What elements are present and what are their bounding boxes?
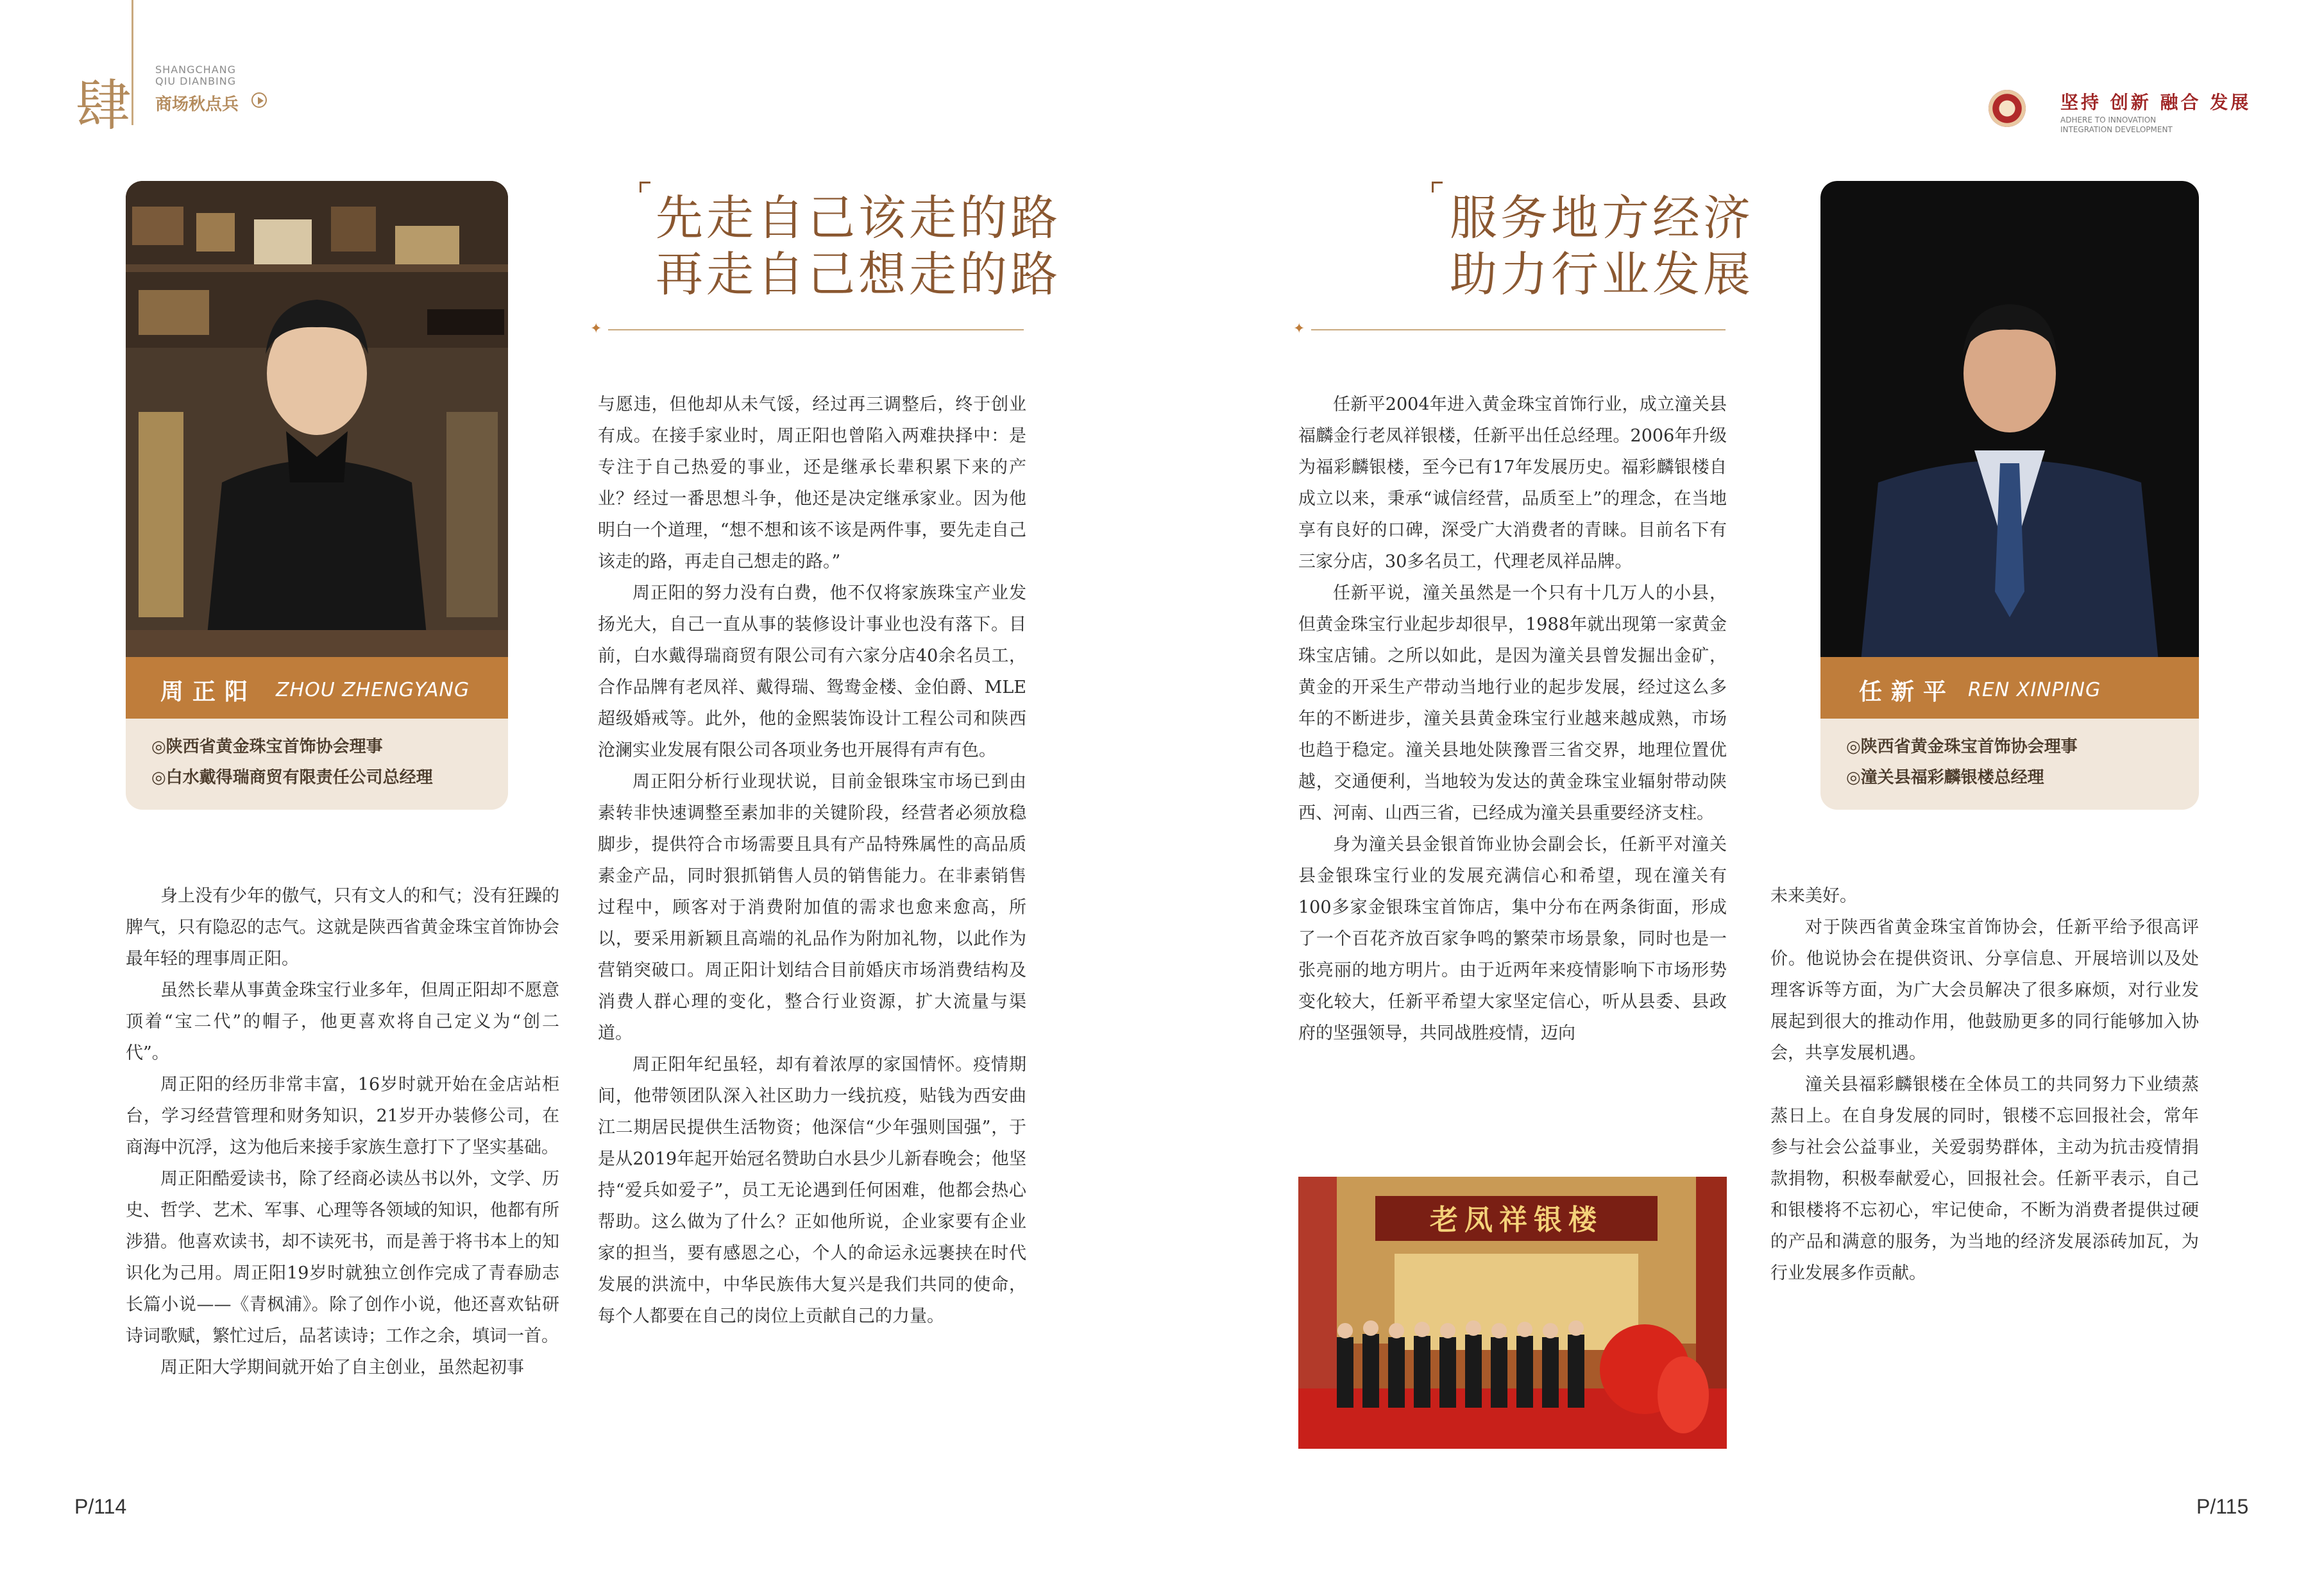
role-item: ◎陕西省黄金珠宝首饰协会理事 [1846,737,2078,756]
paragraph: 周正阳大学期间就开始了自主创业，虽然起初事 [160,1358,524,1378]
header-divider [131,0,133,125]
name-banner [1820,657,2199,719]
section-name: 商场秋点兵 [155,95,239,114]
text-column [1770,880,2199,1289]
star-ornament: ✦ [1293,321,1305,337]
paragraph: 任新平2004年进入黄金珠宝首饰行业，成立潼关县福麟金行老凤祥银楼，任新平出任总经理。2006年升级为福彩麟银楼，至今已有17年发展历史。福彩麟银楼自成立以来，秉承“诚信经营，品质至上”的理念，在当地享有良好的口碑，深受广大消费者的青睐。目前名下有三家分店，30多名员工，代理老凤祥品牌。 [1298,395,1727,572]
store-opening-photo [1298,1177,1727,1449]
title-line: 再走自己想走的路 [656,247,1061,302]
profile-card-zhou [126,181,508,810]
role-item: ◎陕西省黄金珠宝首饰协会理事 [151,737,383,756]
association-logo [1989,90,2026,127]
slogan: 坚持 创新 融合 发展 [2060,92,2252,113]
role-list [151,731,433,793]
title-corner-mark [1432,182,1443,192]
store-sign: 老凤祥银楼 [1430,1204,1603,1236]
portrait-photo [126,181,508,681]
text-column [598,389,1026,1332]
role-item: ◎潼关县福彩麟银楼总经理 [1846,768,2044,787]
role-item: ◎白水戴得瑞商贸有限责任公司总经理 [151,768,433,787]
title-rule [1311,329,1726,330]
page-number: P/115 [2196,1495,2249,1518]
slogan-en: ADHERE TO INNOVATION INTEGRATION DEVELOPMENT [2060,115,2173,134]
person-name-en: ZHOU ZHENGYANG [276,679,470,701]
person-name-en: REN XINPING [1968,679,2101,701]
play-circle-icon [251,92,267,108]
paragraph: 未来美好。 [1770,886,1857,906]
paragraph: 任新平说，潼关虽然是一个只有十几万人的小县，但黄金珠宝行业起步却很早，1988年就出现第一家黄金珠宝店铺。之所以如此，是因为潼关县曾发掘出金矿，黄金的开采生产带动当地行业的起步发展，经过这么多年的不断进步，潼关县黄金珠宝行业越来越成熟，市场也趋于稳定。潼关县地处陕豫晋三省交界，地理位置优越，交通便利，当地较为发达的黄金珠宝业辐射带动陕西、河南、山西三省，已经成为潼关县重要经济支柱。 [1298,583,1727,823]
star-ornament: ✦ [590,321,602,337]
person-name: 周正阳 [160,678,257,705]
role-list [1846,731,2078,793]
name-banner [126,657,508,719]
title-line: 助力行业发展 [1450,247,1754,302]
text-column [126,880,559,1383]
title-line: 服务地方经济 [1450,191,1754,246]
title-rule [608,329,1024,330]
paragraph: 对于陕西省黄金珠宝首饰协会，任新平给予很高评价。他说协会在提供资讯、分享信息、开展培训以及处理客诉等方面，为广大会员解决了很多麻烦，对行业发展起到很大的推动作用，他鼓励更多的同行能够加入协会，共享发展机遇。 [1770,918,2199,1063]
person-name: 任新平 [1859,678,1956,705]
portrait-photo [1820,181,2199,681]
section-name-en: SHANGCHANG QIU DIANBING [155,64,237,87]
article-title [1450,190,1754,303]
paragraph: 潼关县福彩麟银楼在全体员工的共同努力下业绩蒸蒸日上。在自身发展的同时，银楼不忘回报社会，常年参与社会公益事业，关爱弱势群体，主动为抗击疫情捐款捐物，积极奉献爱心，回报社会。任新平表示，自己和银楼将不忘初心，牢记使命，不断为消费者提供过硬的产品和满意的服务，为当地的经济发展添砖加瓦，为行业发展多作贡献。 [1770,1075,2199,1283]
profile-card-ren [1820,181,2199,810]
paragraph: 周正阳分析行业现状说，目前金银珠宝市场已到由素转非快速调整至素加非的关键阶段，经营者必须放稳脚步，提供符合市场需要且具有产品特殊属性的高品质素金产品，同时狠抓销售人员的销售能力。在非素销售过程中，顾客对于消费附加值的需求也愈来愈高，所以，要采用新颖且高端的礼品作为附加礼物，以此作为营销突破口。周正阳计划结合目前婚庆市场消费结构及消费人群心理的变化，整合行业资源，扩大流量与渠道。 [598,772,1026,1043]
paragraph: 身上没有少年的傲气，只有文人的和气；没有狂躁的脾气，只有隐忍的志气。这就是陕西省黄金珠宝首饰协会最年轻的理事周正阳。 [126,886,559,969]
paragraph: 与愿违，但他却从未气馁，经过再三调整后，终于创业有成。在接手家业时，周正阳也曾陷入两难抉择中：是专注于自己热爱的事业，还是继承长辈积累下来的产业？经过一番思想斗争，他还是决定继承家业。因为他明白一个道理，“想不想和该不该是两件事，要先走自己该走的路，再走自己想走的路。” [598,395,1026,572]
paragraph: 周正阳年纪虽轻，却有着浓厚的家国情怀。疫情期间，他带领团队深入社区助力一线抗疫，贴钱为西安曲江二期居民提供生活物资；他深信“少年强则国强”，于是从2019年起开始冠名赞助白水县少儿新春晚会；他坚持“爱兵如爱子”，员工无论遇到任何困难，他都会热心帮助。这么做为了什么？正如他所说，企业家要有企业家的担当，要有感恩之心，个人的命运永远裹挟在时代发展的洪流中，中华民族伟大复兴是我们共同的使命，每个人都要在自己的岗位上贡献自己的力量。 [598,1055,1026,1326]
text-column [1298,389,1727,1049]
section-number: 肆 [76,74,128,138]
title-line: 先走自己该走的路 [656,191,1061,246]
title-corner-mark [640,182,650,192]
page-number: P/114 [74,1495,127,1518]
paragraph: 虽然长辈从事黄金珠宝行业多年，但周正阳却不愿意顶着“宝二代”的帽子，他更喜欢将自己定义为“创二代”。 [126,980,559,1063]
paragraph: 周正阳酷爱读书，除了经商必读丛书以外，文学、历史、哲学、艺术、军事、心理等各领域的知识，他都有所涉猎。他喜欢读书，却不读死书，而是善于将书本上的知识化为己用。周正阳19岁时就独立创作完成了青春励志长篇小说——《青枫浦》。除了创作小说，他还喜欢钻研诗词歌赋，繁忙过后，品茗读诗；工作之余，填词一首。 [126,1169,559,1346]
paragraph: 周正阳的经历非常丰富，16岁时就开始在金店站柜台，学习经营管理和财务知识，21岁开办装修公司，在商海中沉浮，这为他后来接手家族生意打下了坚实基础。 [126,1075,559,1157]
article-title [656,190,1061,303]
paragraph: 身为潼关县金银首饰业协会副会长，任新平对潼关县金银珠宝行业的发展充满信心和希望，现在潼关有100多家金银珠宝首饰店，集中分布在两条街面，形成了一个百花齐放百家争鸣的繁荣市场景象，同时也是一张亮丽的地方明片。由于近两年来疫情影响下市场形势变化较大，任新平希望大家坚定信心，听从县委、县政府的坚强领导，共同战胜疫情，迈向 [1298,835,1727,1043]
paragraph: 周正阳的努力没有白费，他不仅将家族珠宝产业发扬光大，自己一直从事的装修设计事业也没有落下。目前，白水戴得瑞商贸有限公司有六家分店40余名员工，合作品牌有老凤祥、戴得瑞、鸳鸯金楼、金伯爵、MLE超级婚戒等。此外，他的金熙装饰设计工程公司和陕西沧澜实业发展有限公司各项业务也开展得有声有色。 [598,583,1026,760]
